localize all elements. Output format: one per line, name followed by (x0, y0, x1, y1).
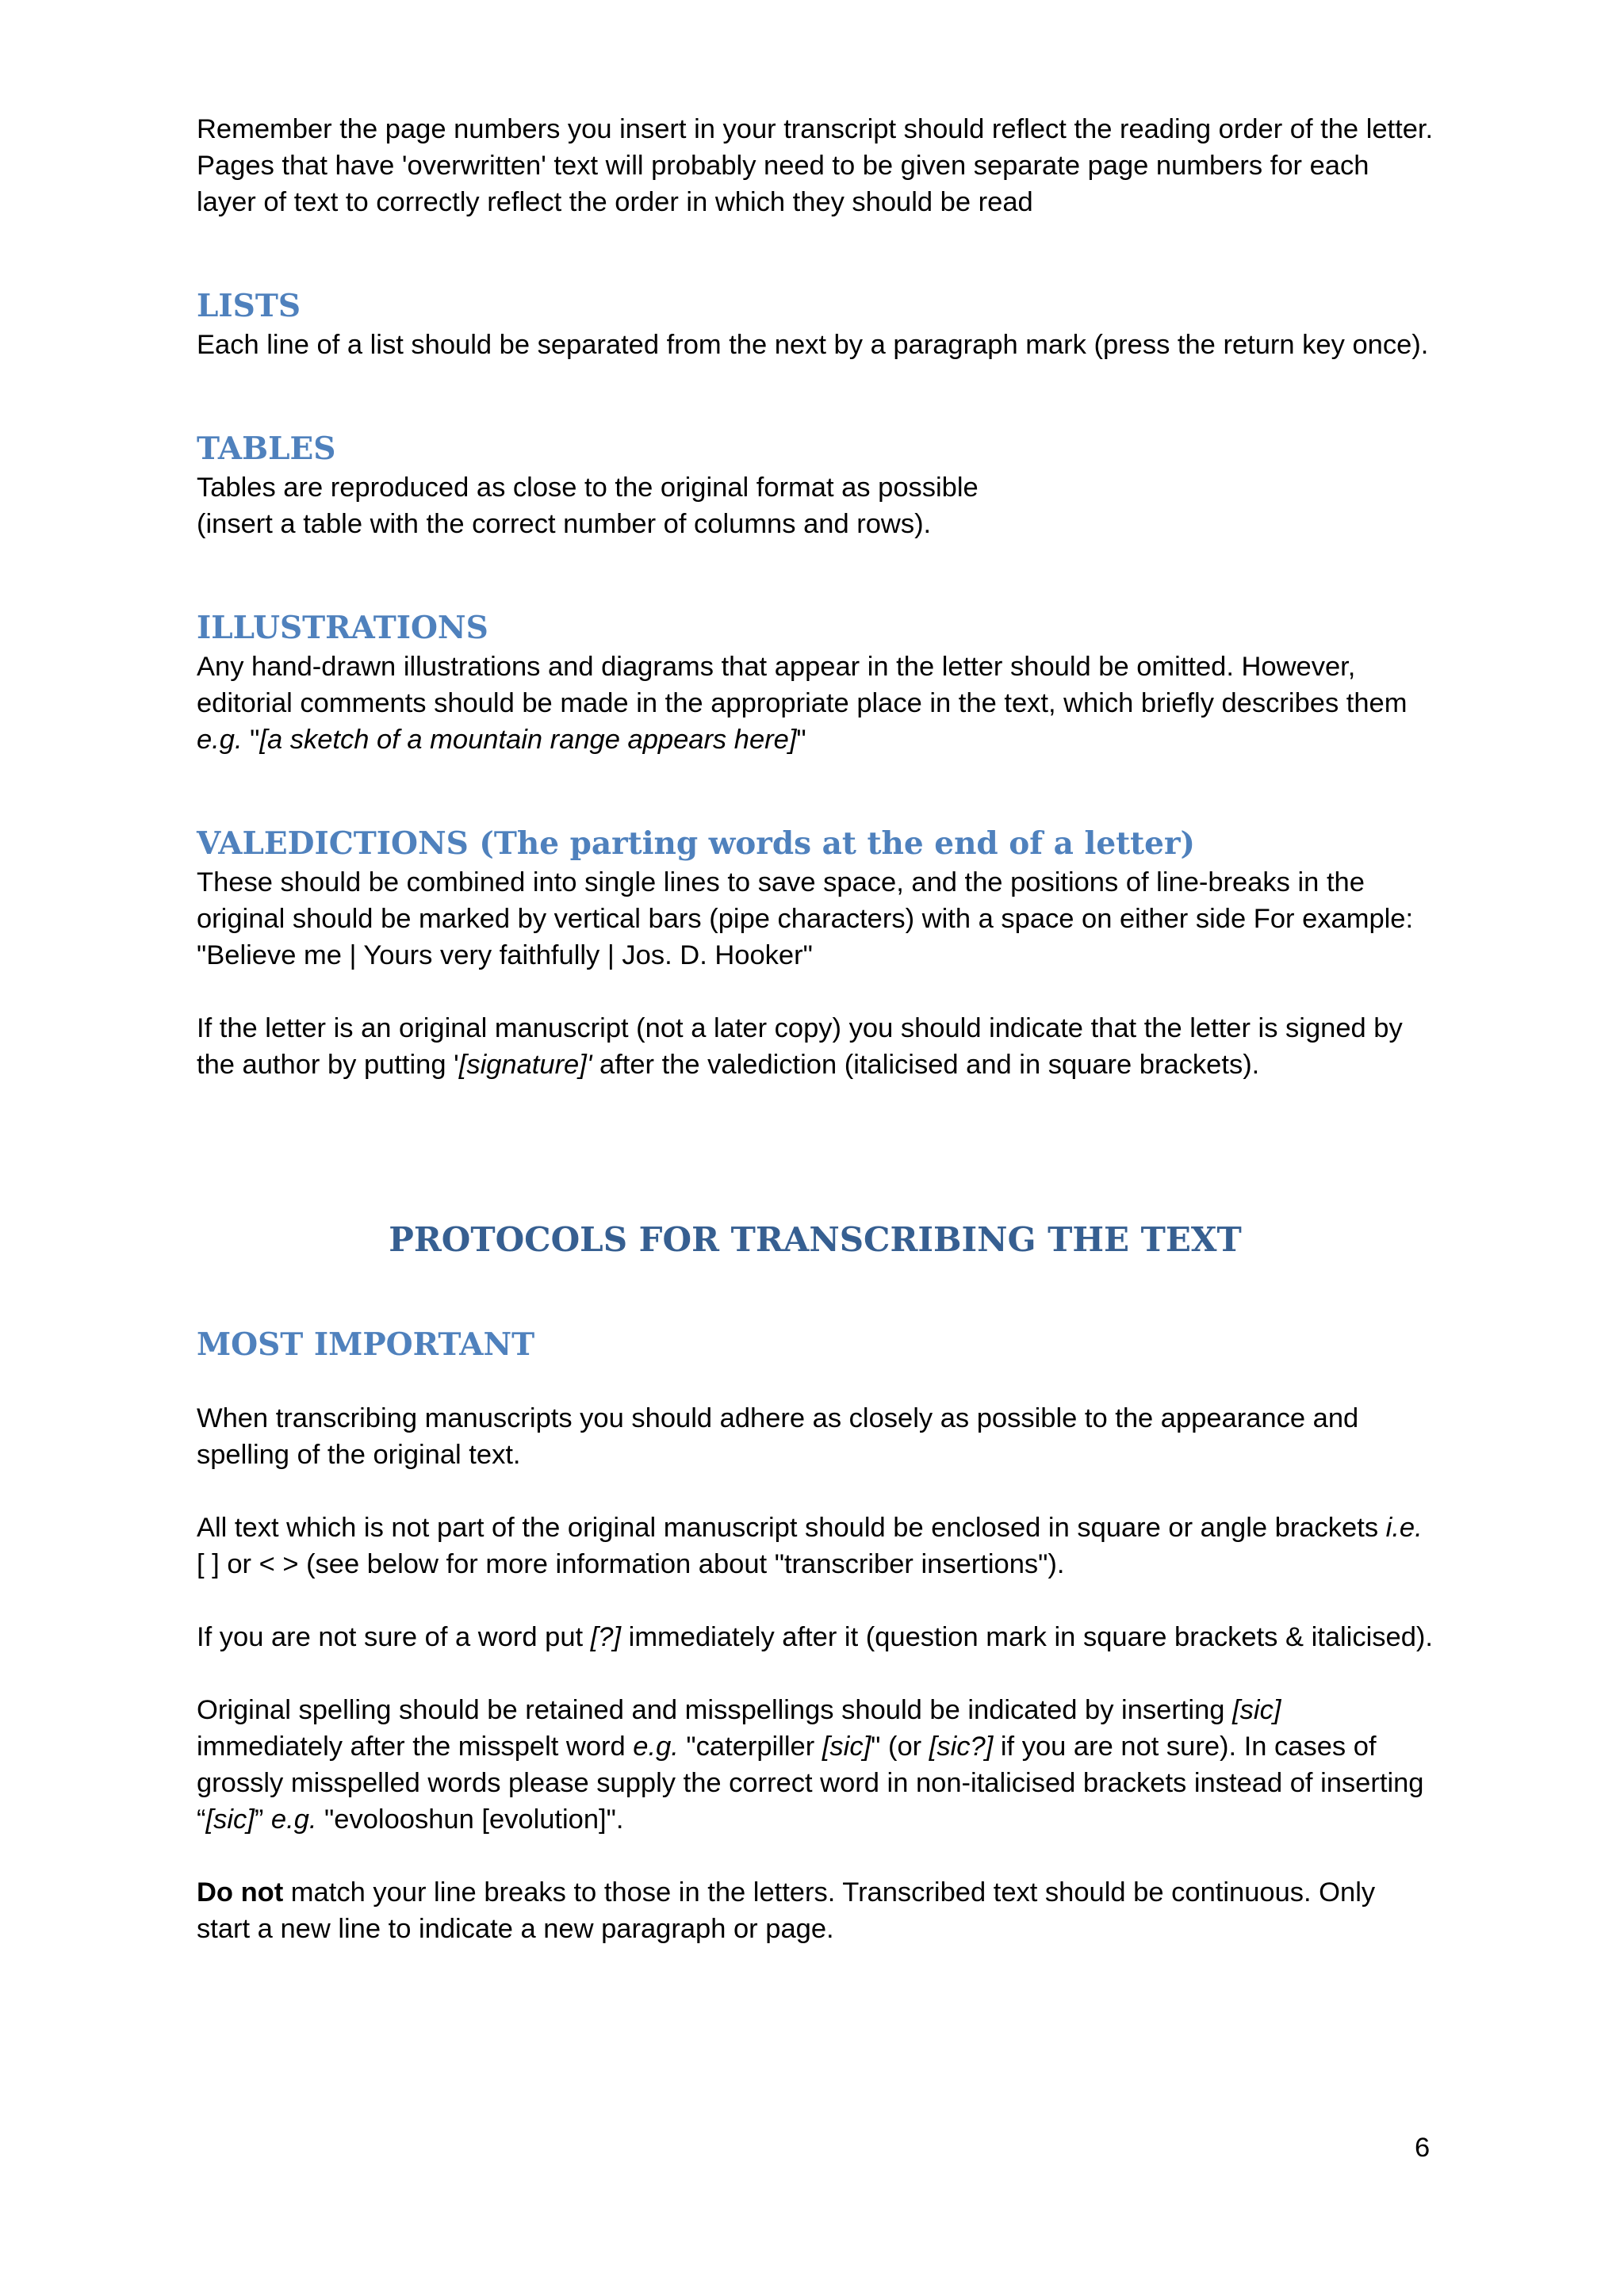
spelling-text-c: "caterpiller (678, 1732, 822, 1762)
illustrations-example: [a sketch of a mountain range appears here] (259, 725, 797, 755)
lists-heading: LISTS (197, 288, 301, 324)
page-number: 6 (1415, 2133, 1431, 2163)
brackets-text-end: [ ] or < > (see below for more information about "transcriber insertions"). (197, 1549, 1065, 1579)
most-important-paragraph-5 (197, 1874, 1434, 1947)
do-not-emphasis: Do not (197, 1877, 284, 1908)
valedictions-paragraph-1 (197, 864, 1434, 974)
ie-marker: i.e. (1385, 1513, 1423, 1543)
spelling-text-g: "evolooshun [evolution]". (316, 1804, 624, 1835)
spelling-text-e: if you are not sure). In cases of grossly misspelled words please supply the correct word in non-italicised brackets instead of inserting “ (197, 1732, 1424, 1835)
quote-close: " (796, 725, 806, 755)
valedictions-text: These should be combined into single lines to save space, and the positions of line-breaks in the original should be marked by vertical bars (pipe characters) with a space on either side For example: (197, 867, 1414, 934)
valedictions-heading: VALEDICTIONS (The parting words at the end of a letter) (197, 825, 1195, 862)
valedictions-example: "Believe me | Yours very faithfully | Jos. D. Hooker" (197, 940, 813, 970)
valedictions-paragraph-2 (197, 1010, 1434, 1083)
lists-paragraph: Each line of a list should be separated from the next by a paragraph mark (press the return key once). (197, 330, 1429, 360)
intro-paragraph: Remember the page numbers you insert in your transcript should reflect the reading order of the letter. Pages that have 'overwritten' text will probably need to be given separate page numbers for each layer of text to correctly reflect the order in which they should be read (197, 114, 1434, 217)
valedictions-signature-end: after the valediction (italicised and in square brackets). (592, 1050, 1260, 1080)
sic-question-marker: [sic?] (929, 1732, 994, 1762)
most-important-heading: MOST IMPORTANT (197, 1326, 535, 1363)
tables-line-1: Tables are reproduced as close to the original format as possible (197, 473, 979, 503)
question-marker: [?] (590, 1622, 622, 1652)
spelling-text-d: " (or (871, 1732, 929, 1762)
signature-marker: [signature]' (458, 1050, 592, 1080)
tables-line-2: (insert a table with the correct number of columns and rows). (197, 509, 932, 539)
tables-paragraph (197, 469, 1434, 542)
illustrations-heading: ILLUSTRATIONS (197, 610, 488, 646)
valedictions-signature-text: If the letter is an original manuscript (not a later copy) you should indicate that the letter is signed by the author by putting ' (197, 1013, 1403, 1080)
spelling-text-f: ” (254, 1804, 271, 1835)
line-breaks-text: match your line breaks to those in the letters. Transcribed text should be continuous. Only start a new line to indicate a new paragraph or page. (197, 1877, 1376, 1944)
most-important-paragraph-4 (197, 1692, 1434, 1838)
uncertain-text-end: immediately after it (question mark in square brackets & italicised). (621, 1622, 1433, 1652)
most-important-paragraph-1: When transcribing manuscripts you should adhere as closely as possible to the appearance and spelling of the original text. (197, 1403, 1359, 1470)
document-page (197, 111, 1434, 1947)
uncertain-text: If you are not sure of a word put (197, 1622, 591, 1652)
protocols-title: PROTOCOLS FOR TRANSCRIBING THE TEXT (389, 1220, 1242, 1259)
tables-heading: TABLES (197, 430, 336, 467)
most-important-paragraph-3 (197, 1619, 1434, 1655)
illustrations-eg: e.g. (197, 725, 243, 755)
eg-marker-2: e.g. (270, 1804, 317, 1835)
spelling-text-b: immediately after the misspelt word (197, 1732, 634, 1762)
quote-open: " (242, 725, 260, 755)
brackets-text: All text which is not part of the original manuscript should be enclosed in square or angle brackets (197, 1513, 1386, 1543)
sic-marker-3: [sic] (205, 1804, 255, 1835)
sic-marker-2: [sic] (822, 1732, 871, 1762)
sic-marker-1: [sic] (1232, 1695, 1281, 1725)
spelling-text-a: Original spelling should be retained and misspellings should be indicated by inserting (197, 1695, 1233, 1725)
illustrations-text: Any hand-drawn illustrations and diagrams that appear in the letter should be omitted. However, editorial comments should be made in the appropriate place in the text, which briefly describes them (197, 652, 1408, 718)
illustrations-paragraph (197, 649, 1434, 758)
most-important-paragraph-2 (197, 1510, 1434, 1582)
eg-marker-1: e.g. (633, 1732, 679, 1762)
